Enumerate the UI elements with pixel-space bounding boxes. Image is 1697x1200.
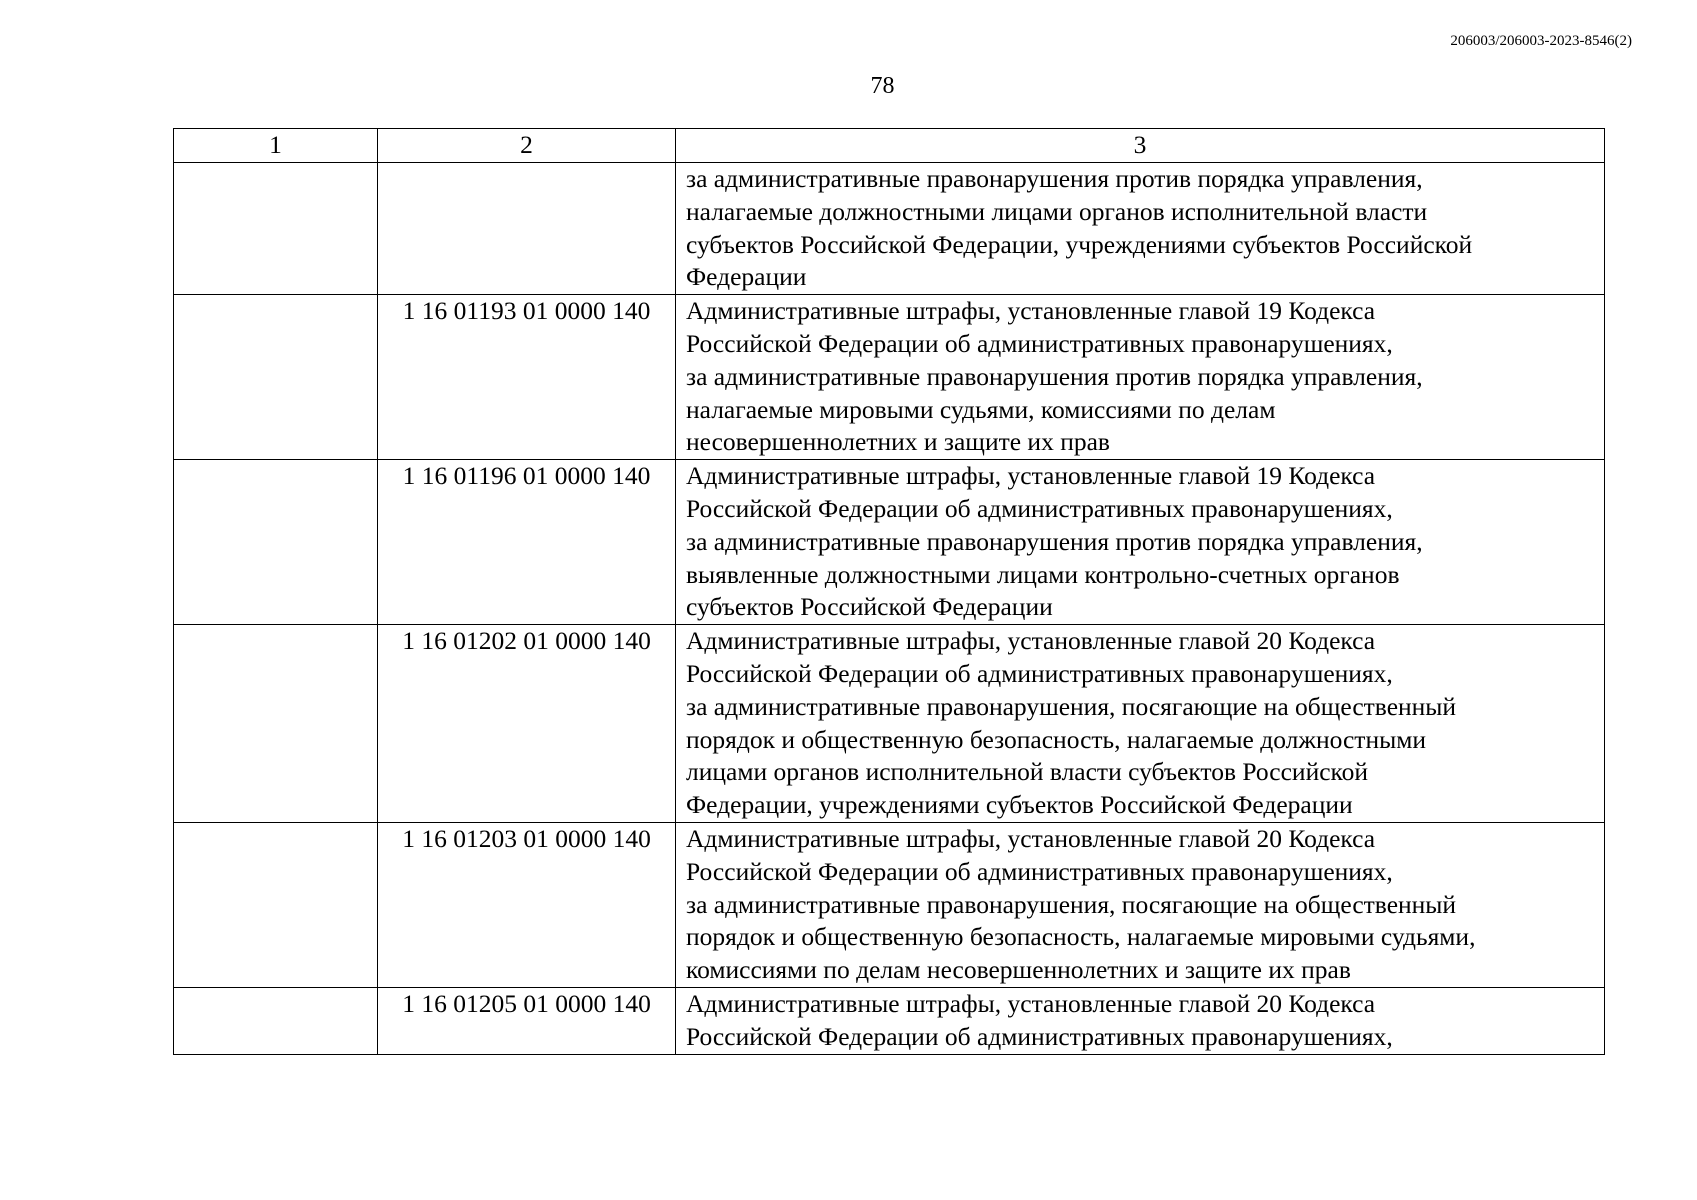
budget-code-cell: 1 16 01196 01 0000 140 bbox=[378, 460, 676, 625]
description-line: субъектов Российской Федерации, учреждениями субъектов Российской bbox=[686, 229, 1473, 259]
description-line: за административные правонарушения, посягающие на общественный bbox=[686, 889, 1457, 919]
row-number-cell bbox=[174, 987, 378, 1054]
description-cell bbox=[676, 295, 1605, 460]
description-cell bbox=[676, 822, 1605, 987]
description-line: Российской Федерации об административных правонарушениях, bbox=[686, 856, 1393, 886]
column-header-3: 3 bbox=[676, 129, 1605, 163]
table-row bbox=[174, 822, 1605, 987]
description-cell bbox=[676, 163, 1605, 295]
table-row bbox=[174, 987, 1605, 1054]
description-line: несовершеннолетних и защите их прав bbox=[686, 427, 1110, 457]
description-line: субъектов Российской Федерации bbox=[686, 592, 1053, 622]
table-row bbox=[174, 295, 1605, 460]
page-number: 78 bbox=[870, 73, 895, 99]
description-line: Федерации bbox=[686, 262, 807, 292]
row-number-cell bbox=[174, 295, 378, 460]
description-line: за административные правонарушения против порядка управления, bbox=[686, 164, 1423, 193]
description-line: Административные штрафы, установленные главой 20 Кодекса bbox=[686, 988, 1376, 1018]
description-line: Административные штрафы, установленные главой 19 Кодекса bbox=[686, 461, 1376, 491]
budget-code-cell: 1 16 01193 01 0000 140 bbox=[378, 295, 676, 460]
budget-code-cell: 1 16 01203 01 0000 140 bbox=[378, 822, 676, 987]
budget-code-cell: 1 16 01202 01 0000 140 bbox=[378, 625, 676, 823]
description-line: за административные правонарушения против порядка управления, bbox=[686, 526, 1423, 556]
table-row bbox=[174, 163, 1605, 295]
description-cell bbox=[676, 625, 1605, 823]
row-number-cell bbox=[174, 460, 378, 625]
description-line: комиссиями по делам несовершеннолетних и защите их прав bbox=[686, 955, 1351, 985]
description-cell bbox=[676, 460, 1605, 625]
description-line: налагаемые должностными лицами органов исполнительной власти bbox=[686, 196, 1428, 226]
description-line: Российской Федерации об административных правонарушениях, bbox=[686, 658, 1393, 688]
table-body bbox=[174, 163, 1605, 1055]
table-row bbox=[174, 460, 1605, 625]
description-line: порядок и общественную безопасность, налагаемые мировыми судьями, bbox=[686, 922, 1476, 952]
description-cell bbox=[676, 987, 1605, 1054]
document-id: 206003/206003-2023-8546(2) bbox=[1450, 33, 1632, 49]
budget-code-cell bbox=[378, 163, 676, 295]
description-line: Административные штрафы, установленные главой 20 Кодекса bbox=[686, 626, 1376, 656]
description-line: выявленные должностными лицами контрольно-счетных органов bbox=[686, 559, 1400, 589]
description-line: Российской Федерации об административных правонарушениях, bbox=[686, 493, 1393, 523]
table-header-row bbox=[174, 129, 1605, 163]
description-line: за административные правонарушения, посягающие на общественный bbox=[686, 691, 1457, 721]
budget-code-cell: 1 16 01205 01 0000 140 bbox=[378, 987, 676, 1054]
description-line: за административные правонарушения против порядка управления, bbox=[686, 361, 1423, 391]
description-line: Российской Федерации об административных правонарушениях, bbox=[686, 328, 1393, 358]
description-line: Российской Федерации об административных правонарушениях, bbox=[686, 1021, 1393, 1051]
description-line: порядок и общественную безопасность, налагаемые должностными bbox=[686, 724, 1427, 754]
column-header-2: 2 bbox=[378, 129, 676, 163]
row-number-cell bbox=[174, 822, 378, 987]
column-header-1: 1 bbox=[174, 129, 378, 163]
description-line: Федерации, учреждениями субъектов Российской Федерации bbox=[686, 790, 1353, 820]
description-line: Административные штрафы, установленные главой 20 Кодекса bbox=[686, 823, 1376, 853]
description-line: Административные штрафы, установленные главой 19 Кодекса bbox=[686, 296, 1376, 326]
table-row bbox=[174, 625, 1605, 823]
row-number-cell bbox=[174, 625, 378, 823]
description-line: лицами органов исполнительной власти субъектов Российской bbox=[686, 757, 1369, 787]
description-line: налагаемые мировыми судьями, комиссиями по делам bbox=[686, 394, 1276, 424]
row-number-cell bbox=[174, 163, 378, 295]
budget-codes-table bbox=[173, 128, 1605, 1055]
